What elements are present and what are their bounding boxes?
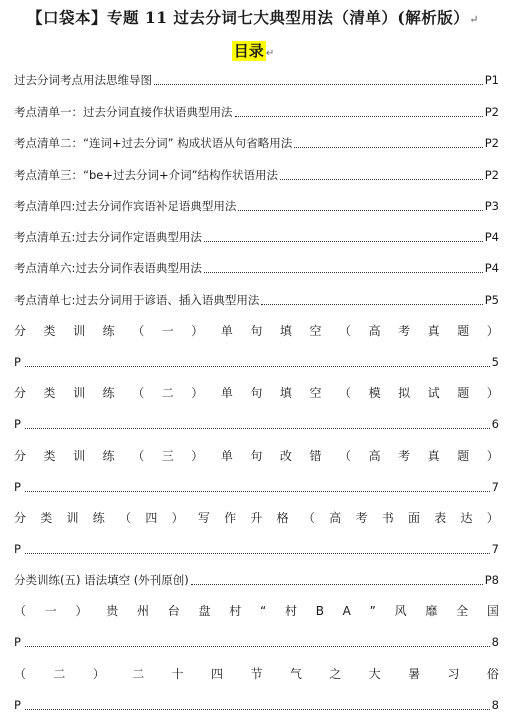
toc-entry-char: 真 <box>427 324 440 338</box>
toc-entry-char: 升 <box>250 511 263 525</box>
toc-entry-char: 类 <box>43 386 56 400</box>
toc-entry-char: 村 <box>284 604 297 618</box>
document-title-text: 【口袋本】专题 11 过去分词七大典型用法（清单）(解析版） <box>27 8 470 27</box>
toc-entry-char: “ <box>260 604 267 618</box>
toc-entry-page: 8 <box>491 635 499 649</box>
toc-entry-char: A <box>342 604 351 618</box>
toc-entry-char: ） <box>191 449 204 463</box>
toc-entry-char: 习 <box>447 667 460 681</box>
toc-entry-char: 作 <box>224 511 237 525</box>
toc-entry-char: 题 <box>457 386 470 400</box>
toc-entry-char: 节 <box>250 667 263 681</box>
toc-entry-char: ） <box>191 386 204 400</box>
toc-entry[interactable] <box>14 570 499 588</box>
dot-leader <box>280 179 483 180</box>
toc-entry-continuation[interactable] <box>14 352 499 370</box>
toc-entry-char: 贵 <box>106 604 119 618</box>
toc-entry-char: （ <box>132 449 145 463</box>
toc-entry-char: 风 <box>394 604 407 618</box>
toc-entry-title: 过去分词考点用法思维导图 <box>14 73 152 87</box>
paragraph-mark-icon: ↵ <box>469 13 479 26</box>
toc-entry-char: ） <box>92 667 105 681</box>
toc-entry-prefix: P <box>14 542 21 556</box>
toc-entry-char: 类 <box>40 511 53 525</box>
toc-entry-char: ） <box>191 324 204 338</box>
toc-entry-page: 5 <box>491 355 499 369</box>
toc-entry-char: 村 <box>229 604 242 618</box>
toc-entry-char: 拟 <box>398 386 411 400</box>
toc-entry-char: 三 <box>161 449 174 463</box>
toc-entry-title: 考点清单四:过去分词作宾语补足语典型用法 <box>14 199 237 213</box>
dot-leader <box>25 709 490 710</box>
toc-entry-char: 考 <box>355 511 368 525</box>
toc-entry-title: 考点清单五:过去分词作定语典型用法 <box>14 230 202 244</box>
dot-leader <box>25 491 490 492</box>
toc-entry-char: 高 <box>368 324 381 338</box>
toc-entry-char: 高 <box>368 449 381 463</box>
toc-entry-char: 分 <box>14 449 27 463</box>
toc-entry-char: 气 <box>289 667 302 681</box>
toc-entry-page: P1 <box>484 73 499 87</box>
toc-entry-char: 题 <box>457 449 470 463</box>
toc-entry-char: ） <box>171 511 184 525</box>
toc-entry-char: 真 <box>427 449 440 463</box>
toc-entry-char: 俗 <box>486 667 499 681</box>
toc-entry[interactable] <box>14 196 499 214</box>
toc-entry-char: 分 <box>14 511 27 525</box>
dot-leader <box>25 366 490 367</box>
toc-entry-char: （ <box>132 386 145 400</box>
toc-entry-char: 分 <box>14 386 27 400</box>
toc-entry-char: （ <box>14 604 27 618</box>
toc-entry-char: 类 <box>43 324 56 338</box>
toc-entry-char: 练 <box>102 386 115 400</box>
toc-entry-title: 分类训练(五) 语法填空 (外刊原创) <box>14 573 189 587</box>
toc-entry-char: 写 <box>197 511 210 525</box>
toc-entry-char: 表 <box>434 511 447 525</box>
toc-entry-char: 单 <box>220 324 233 338</box>
dot-leader <box>191 584 483 585</box>
toc-entry-char: 错 <box>309 449 322 463</box>
toc-entry-prefix: P <box>14 480 21 494</box>
toc-entry-char: （ <box>339 449 352 463</box>
toc-entry-page: P3 <box>484 199 499 213</box>
toc-entry[interactable] <box>14 102 499 120</box>
dot-leader <box>25 646 490 647</box>
dot-leader <box>154 84 483 85</box>
toc-entry-page: 8 <box>491 698 499 712</box>
toc-entry-continuation[interactable] <box>14 632 499 650</box>
toc-entry-page: 7 <box>491 542 499 556</box>
toc-entry[interactable] <box>14 133 499 151</box>
toc-entry-char: 四 <box>211 667 224 681</box>
toc-entry-char: 空 <box>309 324 322 338</box>
toc-entry[interactable] <box>14 165 499 183</box>
toc-entry-char: （ <box>119 511 132 525</box>
toc-entry-char: 试 <box>427 386 440 400</box>
toc-entry-line[interactable] <box>14 601 499 619</box>
toc-heading <box>0 40 506 65</box>
toc-entry-char: 考 <box>398 324 411 338</box>
toc-entry-char: 大 <box>368 667 381 681</box>
toc-entry-char: 题 <box>457 324 470 338</box>
toc-entry-prefix: P <box>14 635 21 649</box>
toc-entry-char: 填 <box>279 386 292 400</box>
toc-entry-page: 6 <box>491 417 499 431</box>
toc-entry-char: 句 <box>250 449 263 463</box>
paragraph-mark-icon: ↵ <box>265 48 275 59</box>
toc-entry-char: ） <box>486 386 499 400</box>
toc-entry-char: ） <box>486 511 499 525</box>
toc-entry-page: 7 <box>491 480 499 494</box>
toc-entry-page: P2 <box>484 168 499 182</box>
toc-entry-char: 一 <box>161 324 174 338</box>
toc-entry-char: 练 <box>102 449 115 463</box>
toc-entry-char: 书 <box>381 511 394 525</box>
dot-leader <box>238 210 482 211</box>
toc-entry-char: 达 <box>460 511 473 525</box>
toc-entry-char: 二 <box>53 667 66 681</box>
toc-entry-char: 二 <box>161 386 174 400</box>
toc-entry-char: 面 <box>407 511 420 525</box>
dot-leader <box>204 272 483 273</box>
toc-entry-page: P5 <box>484 293 499 307</box>
toc-entry-char: 句 <box>250 324 263 338</box>
toc-entry-char: 单 <box>220 386 233 400</box>
toc-entry-char: ） <box>486 324 499 338</box>
toc-entry-char: 盘 <box>198 604 211 618</box>
toc-entry-line[interactable] <box>14 321 499 339</box>
toc-entry-char: 改 <box>279 449 292 463</box>
toc-entry-char: 句 <box>250 386 263 400</box>
toc-entry-char: 州 <box>137 604 150 618</box>
toc-entry-char: 一 <box>44 604 57 618</box>
toc-entry-char: （ <box>302 511 315 525</box>
toc-entry-char: B <box>315 604 324 618</box>
toc-entry-char: 训 <box>73 324 86 338</box>
toc-entry-char: 全 <box>456 604 469 618</box>
toc-entry-char: 二 <box>132 667 145 681</box>
toc-entry-char: ） <box>486 449 499 463</box>
toc-entry-title: 考点清单二：“连词+过去分词” 构成状语从句省略用法 <box>14 136 293 150</box>
toc-entry-page: P2 <box>484 105 499 119</box>
toc-entry-title: 考点清单六:过去分词作表语典型用法 <box>14 261 202 275</box>
toc-entry-char: 模 <box>368 386 381 400</box>
toc-entry-char: 类 <box>43 449 56 463</box>
toc-entry-char: 格 <box>276 511 289 525</box>
dot-leader <box>204 241 483 242</box>
toc-entry-prefix: P <box>14 698 21 712</box>
toc-entry-page: P2 <box>484 136 499 150</box>
toc-entry-continuation[interactable] <box>14 477 499 495</box>
toc-entry-char: 空 <box>309 386 322 400</box>
toc-entry-char: 暑 <box>408 667 421 681</box>
toc-entry-prefix: P <box>14 355 21 369</box>
toc-entry-char: （ <box>132 324 145 338</box>
dot-leader <box>25 553 490 554</box>
dot-leader <box>235 116 483 117</box>
toc-entry-char: （ <box>339 324 352 338</box>
toc-entry-char: 十 <box>171 667 184 681</box>
toc-entry-continuation[interactable] <box>14 539 499 557</box>
toc-entry-char: 台 <box>167 604 180 618</box>
toc-entry-char: 国 <box>486 604 499 618</box>
toc-entry-char: 填 <box>279 324 292 338</box>
toc-entry-char: 训 <box>73 386 86 400</box>
toc-entry-title: 考点清单一：过去分词直接作状语典型用法 <box>14 105 233 119</box>
toc-entry-line[interactable] <box>14 664 499 682</box>
dot-leader <box>261 304 482 305</box>
toc-entry-char: ” <box>369 604 376 618</box>
toc-entry-char: 高 <box>329 511 342 525</box>
document-title <box>0 6 506 28</box>
toc-entry[interactable] <box>14 70 499 88</box>
toc-entry-char: 四 <box>145 511 158 525</box>
toc-entry-continuation[interactable] <box>14 695 499 713</box>
dot-leader <box>25 428 490 429</box>
toc-entry-char: 练 <box>92 511 105 525</box>
toc-entry-page: P8 <box>484 573 499 587</box>
toc-entry-char: 单 <box>220 449 233 463</box>
toc-entry-prefix: P <box>14 417 21 431</box>
toc-entry-page: P4 <box>484 230 499 244</box>
toc-entry-char: （ <box>339 386 352 400</box>
toc-entry-char: 训 <box>66 511 79 525</box>
toc-entry[interactable] <box>14 258 499 276</box>
toc-entry-char: 练 <box>102 324 115 338</box>
toc-entry-title: 考点清单七:过去分词用于谚语、插入语典型用法 <box>14 293 260 307</box>
toc-entry-line[interactable] <box>14 446 499 464</box>
toc-entry-char: 考 <box>398 449 411 463</box>
toc-entry-line[interactable] <box>14 383 499 401</box>
toc-entry-page: P4 <box>484 261 499 275</box>
dot-leader <box>294 147 483 148</box>
toc-entry-char: ） <box>75 604 88 618</box>
toc-entry[interactable] <box>14 290 499 308</box>
toc-entry[interactable] <box>14 227 499 245</box>
toc-entry-char: 分 <box>14 324 27 338</box>
toc-entry-char: 靡 <box>425 604 438 618</box>
toc-entry-line[interactable] <box>14 508 499 526</box>
toc-entry-char: 训 <box>73 449 86 463</box>
toc-entry-char: 之 <box>329 667 342 681</box>
toc-entry-char: （ <box>14 667 27 681</box>
toc-entry-title: 考点清单三：“be+过去分词+介词”结构作状语用法 <box>14 168 279 182</box>
toc-entry-continuation[interactable] <box>14 414 499 432</box>
toc-heading-text: 目录 <box>233 42 264 60</box>
